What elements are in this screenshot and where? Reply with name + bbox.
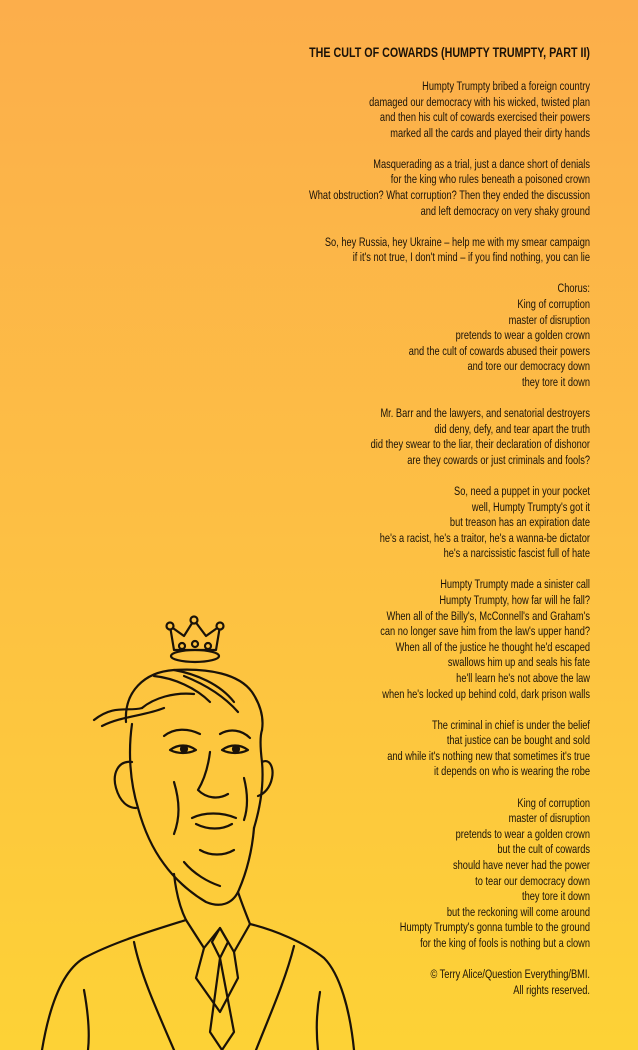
lyric-line: Humpty Trumpty's gonna tumble to the ground — [399, 920, 590, 935]
face-icon — [115, 724, 273, 924]
lyric-line: can no longer save him from the law's upper hand? — [380, 624, 590, 639]
lyric-line: pretends to wear a golden crown — [455, 826, 590, 841]
lyric-line: swallows him up and seals his fate — [447, 655, 590, 670]
lyric-line: he's a narcissistic fascist full of hate — [443, 546, 590, 561]
lyric-line: When all of the Billy's, McConnell's and Graham's — [386, 608, 590, 623]
lyric-line: for the king of fools is nothing but a clown — [420, 935, 590, 950]
lyric-line: So, need a puppet in your pocket — [454, 483, 590, 498]
lyric-line: did they swear to the liar, their declaration of dishonor — [370, 437, 590, 452]
lyric-line: did deny, defy, and tear apart the truth — [434, 421, 590, 436]
lyric-line: it depends on who is wearing the robe — [433, 764, 590, 779]
lyric-line: when he's locked up behind cold, dark prison walls — [382, 686, 590, 701]
lyric-line: and while it's nothing new that sometimes it's true — [387, 748, 590, 763]
lyric-line: When all of the justice he thought he'd escaped — [395, 639, 590, 654]
lyric-line: they tore it down — [522, 889, 590, 904]
lyric-line: he'll learn he's not above the law — [456, 671, 590, 685]
suit-icon — [42, 920, 354, 1050]
lyric-line: are they cowards or just criminals and fools? — [407, 452, 590, 467]
lyric-line: but treason has an expiration date — [449, 515, 590, 530]
lyric-line: and tore our democracy down — [467, 359, 590, 374]
lyric-line: he's a racist, he's a traitor, he's a wanna-be dictator — [379, 530, 590, 545]
hair-icon — [94, 670, 263, 730]
stanza — [30, 406, 590, 468]
stanza — [30, 79, 590, 141]
lyric-line: King of corruption — [517, 297, 590, 312]
lyric-line: All rights reserved. — [513, 982, 590, 997]
stanza — [30, 157, 590, 219]
lyric-line: Humpty Trumpty, how far will he fall? — [439, 593, 590, 608]
lyric-line: and left democracy on very shaky ground — [420, 203, 590, 218]
lyric-line: but the reckoning will come around — [446, 904, 590, 919]
lyric-line: What obstruction? What corruption? Then they ended the discussion — [309, 188, 590, 203]
stanza — [30, 281, 590, 390]
lyric-line: for the king who rules beneath a poisoned crown — [390, 172, 590, 187]
lyric-line: pretends to wear a golden crown — [455, 328, 590, 343]
lyric-line: they tore it down — [522, 375, 590, 389]
crowned-caricature-illustration — [24, 612, 364, 1050]
lyric-line: marked all the cards and played their dirty hands — [390, 125, 590, 140]
lyric-line: well, Humpty Trumpty's got it — [471, 499, 590, 514]
lyric-line: that justice can be bought and sold — [446, 733, 590, 748]
lyric-line: Humpty Trumpty bribed a foreign country — [422, 79, 590, 93]
lyric-line: and then his cult of cowards exercised their powers — [379, 110, 590, 125]
lyric-line: damaged our democracy with his wicked, twisted plan — [369, 94, 590, 109]
stanza — [30, 235, 590, 266]
lyric-line: Mr. Barr and the lawyers, and senatorial destroyers — [380, 406, 590, 421]
lyric-line: if it's not true, I don't mind – if you find nothing, you can lie — [352, 250, 590, 265]
lyric-line: and the cult of cowards abused their powers — [408, 343, 590, 358]
lyric-line: So, hey Russia, hey Ukraine – help me with my smear campaign — [324, 234, 590, 249]
lyric-line: but the cult of cowards — [497, 842, 590, 857]
lyric-line: © Terry Alice/Question Everything/BMI. — [430, 967, 590, 981]
song-title: THE CULT OF COWARDS (HUMPTY TRUMPTY, PART II) — [309, 45, 590, 60]
lyric-line: master of disruption — [508, 312, 590, 327]
crown-icon — [167, 617, 224, 663]
stanza — [30, 484, 590, 562]
lyric-line: to tear our democracy down — [475, 873, 590, 888]
lyric-line: The criminal in chief is under the belief — [431, 717, 590, 732]
lyric-line: master of disruption — [508, 811, 590, 826]
lyric-line: Humpty Trumpty made a sinister call — [440, 577, 590, 592]
lyric-line: King of corruption — [517, 795, 590, 810]
lyric-line: Masquerading as a trial, just a dance short of denials — [373, 156, 590, 171]
lyric-line: should have never had the power — [453, 857, 590, 872]
lyric-line: Chorus: — [557, 281, 590, 296]
